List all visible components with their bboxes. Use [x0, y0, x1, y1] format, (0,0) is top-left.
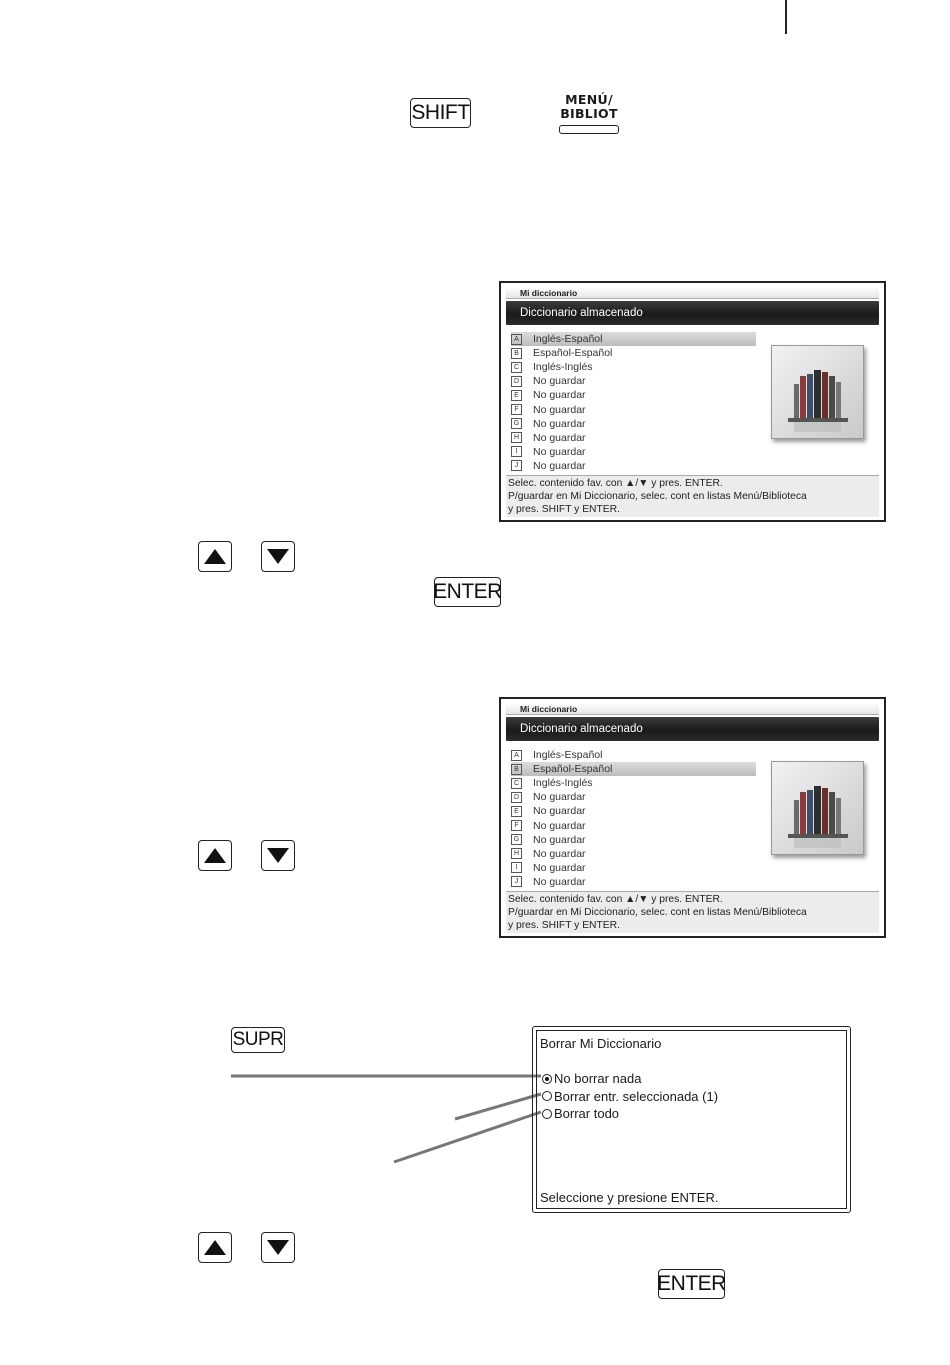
item-label: No guardar: [533, 375, 586, 388]
item-label: Inglés-Inglés: [533, 361, 593, 374]
item-label: No guardar: [533, 875, 586, 888]
radio-icon[interactable]: [542, 1074, 552, 1084]
item-label: No guardar: [533, 389, 586, 402]
item-letter-box: G: [511, 418, 522, 429]
item-label: Inglés-Español: [533, 333, 603, 346]
enter-key: ENTER: [658, 1269, 725, 1299]
item-letter-box: J: [511, 460, 522, 471]
item-letter-box: B: [511, 764, 522, 775]
down-arrow-icon: [267, 1240, 289, 1255]
screen-small-title: Mi diccionario: [506, 703, 879, 715]
dialog-option[interactable]: [542, 1088, 718, 1106]
dialog-option[interactable]: [542, 1070, 718, 1088]
item-label: No guardar: [533, 791, 586, 804]
dialog-inner-frame: [536, 1030, 847, 1209]
up-arrow-key: [198, 1232, 232, 1263]
item-letter-box: I: [511, 862, 522, 873]
item-letter-box: F: [511, 404, 522, 415]
menu-key-label-2: BIBLIOT: [560, 106, 618, 121]
item-letter-box: C: [511, 362, 522, 373]
screen-title-bar: Diccionario almacenado: [506, 301, 879, 325]
item-label: No guardar: [533, 847, 586, 860]
item-label: Español-Español: [533, 347, 613, 360]
item-label: No guardar: [533, 417, 586, 430]
item-label: No guardar: [533, 403, 586, 416]
supr-key: SUPR: [231, 1027, 285, 1053]
footer-line: Selec. contenido fav. con ▲/▼ y pres. ENTER.: [508, 478, 723, 489]
enter-key: ENTER: [434, 577, 501, 607]
dialog-footer: Seleccione y presione ENTER.: [540, 1190, 719, 1205]
dialog-options: [542, 1070, 718, 1123]
item-letter-box: H: [511, 848, 522, 859]
radio-icon[interactable]: [542, 1109, 552, 1119]
footer-line: y pres. SHIFT y ENTER.: [508, 919, 620, 931]
item-letter-box: B: [511, 348, 522, 359]
item-letter-box: A: [511, 750, 522, 761]
menu-key-label-1: MENÚ/: [565, 92, 613, 107]
item-label: Español-Español: [533, 763, 613, 776]
radio-icon[interactable]: [542, 1091, 552, 1101]
dialog-option-label: Borrar todo: [554, 1106, 620, 1122]
item-letter-box: J: [511, 876, 522, 887]
dialog-option-label: No borrar nada: [554, 1071, 642, 1087]
footer-line: y pres. SHIFT y ENTER.: [508, 503, 620, 515]
item-letter-box: E: [511, 390, 522, 401]
item-letter-box: D: [511, 792, 522, 803]
item-label: No guardar: [533, 445, 586, 458]
item-label: No guardar: [533, 861, 586, 874]
down-arrow-key: [261, 1232, 295, 1263]
item-letter-box: G: [511, 834, 522, 845]
item-label: Inglés-Español: [533, 749, 603, 762]
item-letter-box: F: [511, 820, 522, 831]
footer-line: Selec. contenido fav. con ▲/▼ y pres. ENTER.: [508, 894, 723, 905]
item-letter-box: A: [511, 334, 522, 345]
item-letter-box: D: [511, 376, 522, 387]
item-letter-box: C: [511, 778, 522, 789]
item-letter-box: I: [511, 446, 522, 457]
item-label: No guardar: [533, 459, 586, 472]
item-letter-box: E: [511, 806, 522, 817]
dialog-option[interactable]: [542, 1105, 718, 1123]
screen-title-bar: Diccionario almacenado: [506, 717, 879, 741]
dialog-option-label: Borrar entr. seleccionada (1): [554, 1088, 719, 1104]
delete-dialog: [532, 1026, 851, 1213]
shift-key: SHIFT: [410, 98, 471, 128]
dialog-title: Borrar Mi Diccionario: [540, 1036, 662, 1051]
screen-small-title: Mi diccionario: [506, 287, 879, 299]
item-letter-box: H: [511, 432, 522, 443]
item-label: No guardar: [533, 819, 586, 832]
item-label: No guardar: [533, 833, 586, 846]
item-label: No guardar: [533, 431, 586, 444]
item-label: Inglés-Inglés: [533, 777, 593, 790]
item-label: No guardar: [533, 805, 586, 818]
up-arrow-icon: [204, 1240, 226, 1255]
footer-line: P/guardar en Mi Diccionario, selec. cont en listas Menú/Biblioteca: [508, 906, 807, 918]
footer-line: P/guardar en Mi Diccionario, selec. cont en listas Menú/Biblioteca: [508, 490, 807, 502]
